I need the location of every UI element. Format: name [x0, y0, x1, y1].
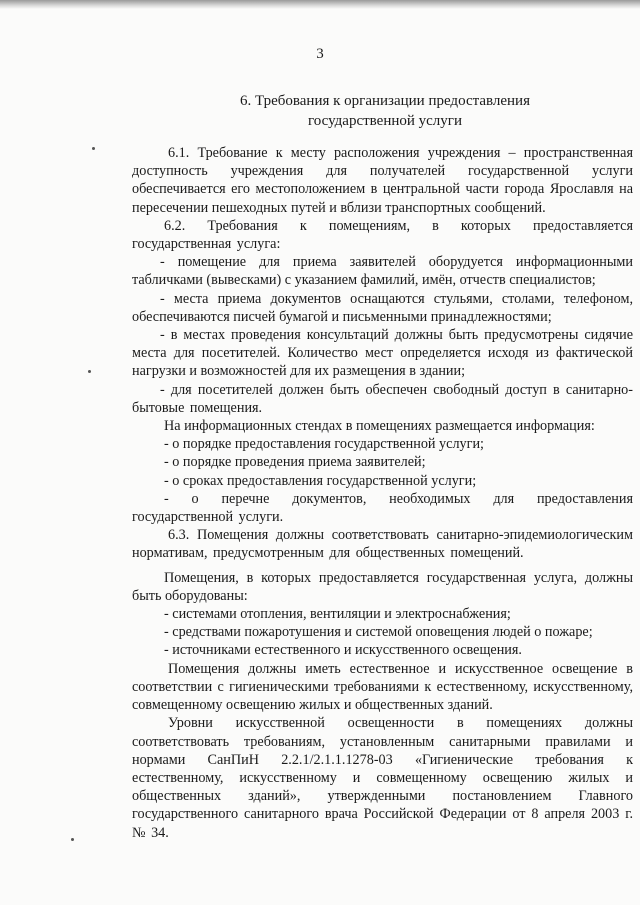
- list-item: - о перечне документов, необходимых для предоставления государственной услуги.: [132, 490, 633, 526]
- document-body: [132, 144, 633, 842]
- paragraph-lighting: Помещения должны иметь естественное и искусственное освещение в соответствии с гигиеническими требованиями к естественному, искусственному, совмещенному освещению жилых и общественных зданий.: [132, 660, 633, 714]
- scan-speck: [71, 838, 74, 841]
- list-item: - для посетителей должен быть обеспечен свободный доступ в санитарно-бытовые помещения.: [132, 381, 633, 416]
- page-number: 3: [316, 46, 324, 62]
- paragraph-6-2: 6.2. Требования к помещениям, в которых предоставляется государственная услуга:: [132, 217, 633, 253]
- section-title: [130, 91, 640, 131]
- list-item: - системами отопления, вентиляции и электроснабжения;: [164, 606, 511, 623]
- paragraph-premises: Помещения, в которых предоставляется государственная услуга, должны быть оборудованы:: [132, 569, 633, 604]
- paragraph-info-stands: На информационных стендах в помещениях размещается информация:: [164, 418, 595, 435]
- list-item: - о сроках предоставления государственной услуги;: [164, 472, 477, 489]
- list-item: - места приема документов оснащаются стульями, столами, телефоном, обеспечиваются писчей бумагой и письменными принадлежностями;: [132, 290, 633, 325]
- section-title-line: 6. Требования к организации предоставления: [240, 93, 530, 109]
- section-title-line: государственной услуги: [308, 113, 462, 129]
- list-item: - помещение для приема заявителей оборудуется информационными табличками (вывесками) с указанием фамилий, имён, отчеств специалистов;: [132, 254, 633, 289]
- list-item: - о порядке предоставления государственной услуги;: [164, 436, 484, 453]
- scan-speck: [88, 370, 91, 373]
- paragraph-6-3: 6.3. Помещения должны соответствовать санитарно-эпидемиологическим нормативам, предусмотренным для общественных помещений.: [132, 527, 633, 562]
- list-item: - в местах проведения консультаций должны быть предусмотрены сидячие места для посетителей. Количество мест определяется исходя из фактической нагрузки и возможностей для их размещения в здании;: [132, 327, 633, 380]
- paragraph-illumination-levels: Уровни искусственной освещенности в помещениях должны соответствовать требованиям, установленным санитарными правилами и нормами СанПиН 2.2.1/2.1.1.1278-03 «Гигиенические требования к естественному, искусственному и совмещенному освещению жилых и общественных зданий», утвержденными постановлением Главного государственного санитарного врача Российской Федерации от 8 апреля 2003 г. № 34.: [132, 715, 633, 841]
- paragraph-6-1: 6.1. Требование к месту расположения учреждения – пространственная доступность учреждения для получателей государственной услуги обеспечивается его местоположением в центральной части города Ярославля на пересечении пешеходных путей и вблизи транспортных сообщений.: [132, 145, 633, 216]
- scan-top-edge: [0, 0, 640, 9]
- list-item: - о порядке проведения приема заявителей;: [164, 454, 426, 471]
- list-item: - средствами пожаротушения и системой оповещения людей о пожаре;: [164, 624, 593, 641]
- scan-speck: [92, 147, 95, 150]
- list-item: - источниками естественного и искусственного освещения.: [164, 642, 522, 659]
